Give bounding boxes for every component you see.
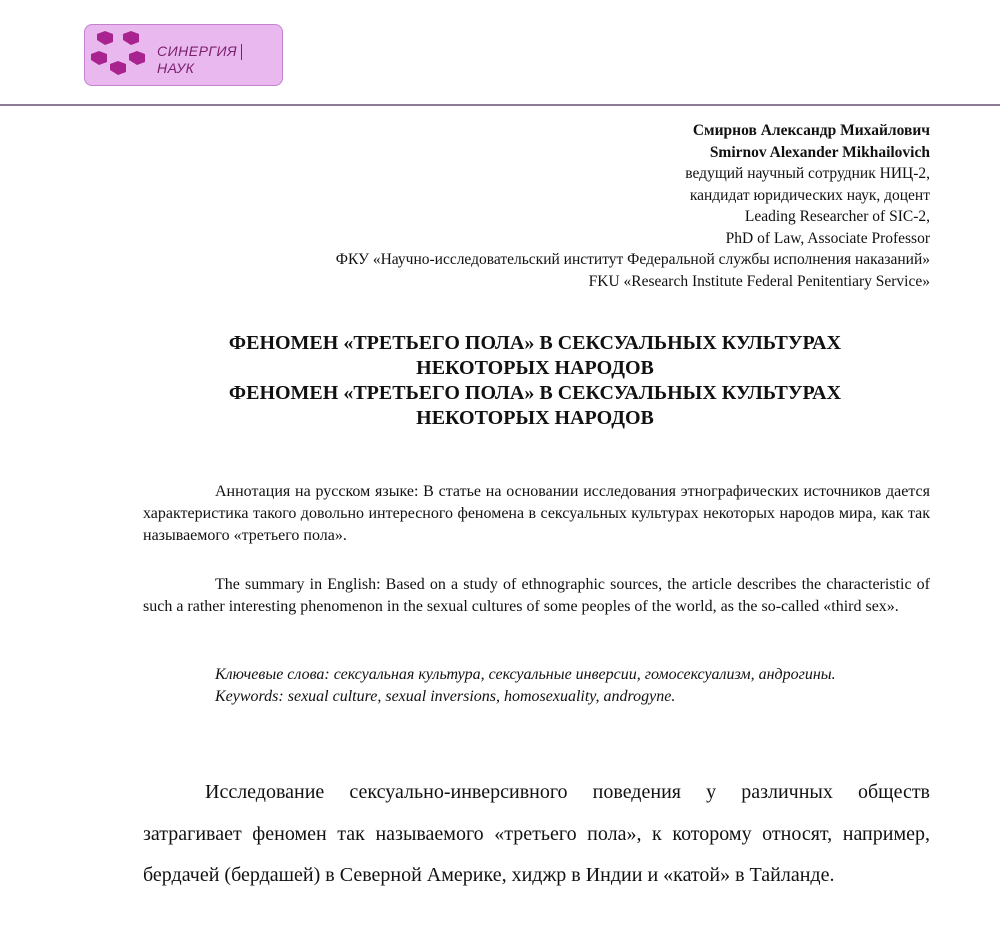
- logo-text-part2: НАУК: [157, 60, 195, 77]
- logo-wordmark: [157, 43, 282, 76]
- petal-shape: [123, 31, 139, 45]
- author-degree-en: PhD of Law, Associate Professor: [725, 229, 930, 247]
- title-line: ФЕНОМЕН «ТРЕТЬЕГО ПОЛА» В СЕКСУАЛЬНЫХ КУЛЬТУРАХ: [228, 332, 842, 354]
- author-degree-ru: кандидат юридических наук, доцент: [689, 186, 930, 204]
- flower-logo-icon: [87, 25, 157, 85]
- annotation-ru: [143, 481, 930, 547]
- title-line: НЕКОТОРЫХ НАРОДОВ: [416, 407, 654, 429]
- annotation-en-text: The summary in English: Based on a study of ethnographic sources, the article describes the characteristic of such a rather interesting phenomenon in the sexual cultures of some peoples of the world, as the so-called «third sex».: [143, 576, 930, 615]
- keywords-block: [143, 664, 930, 708]
- author-name-en: Smirnov Alexander Mikhailovich: [709, 143, 930, 161]
- keywords-ru: Ключевые слова: сексуальная культура, сексуальные инверсии, гомосексуализм, андрогины.: [215, 666, 836, 683]
- body-paragraph: Исследование сексуально-инверсивного поведения у различных обществ затрагивает феномен так называемого «третьего пола», к которому относят, например, бердачей (бердашей) в Северной Америке, хиджр в Индии и «катой» в Тайланде.: [143, 781, 930, 886]
- body-text: [143, 772, 930, 897]
- author-position-en: Leading Researcher of SIC-2,: [744, 208, 930, 225]
- keywords-en: Keywords: sexual culture, sexual inversions, homosexuality, androgyne.: [215, 688, 676, 705]
- logo-text-part1: СИНЕРГИЯ: [157, 43, 238, 59]
- petal-shape: [110, 61, 126, 75]
- annotation-ru-text: Аннотация на русском языке: В статье на основании исследования этнографических источников дается характеристика такого довольно интересного феномена в сексуальных культурах некоторых народов мира, как так называемого «третьего пола».: [143, 483, 930, 544]
- header-divider: [0, 104, 1000, 106]
- author-org-ru: ФКУ «Научно-исследовательский институт Федеральной службы исполнения наказаний»: [335, 251, 930, 268]
- logo-separator: [241, 44, 242, 60]
- journal-logo: [84, 24, 283, 86]
- title-line: ФЕНОМЕН «ТРЕТЬЕГО ПОЛА» В СЕКСУАЛЬНЫХ КУЛЬТУРАХ: [228, 382, 842, 404]
- petal-shape: [129, 51, 145, 65]
- petal-shape: [97, 31, 113, 45]
- author-block: [170, 120, 930, 292]
- author-org-en: FKU «Research Institute Federal Penitentiary Service»: [588, 272, 930, 290]
- article-title: [100, 331, 970, 431]
- title-line: НЕКОТОРЫХ НАРОДОВ: [416, 357, 654, 379]
- author-position-ru: ведущий научный сотрудник НИЦ-2,: [685, 165, 930, 182]
- author-name-ru: Смирнов Александр Михайлович: [692, 122, 930, 139]
- annotation-en: [143, 574, 930, 618]
- petal-shape: [91, 51, 107, 65]
